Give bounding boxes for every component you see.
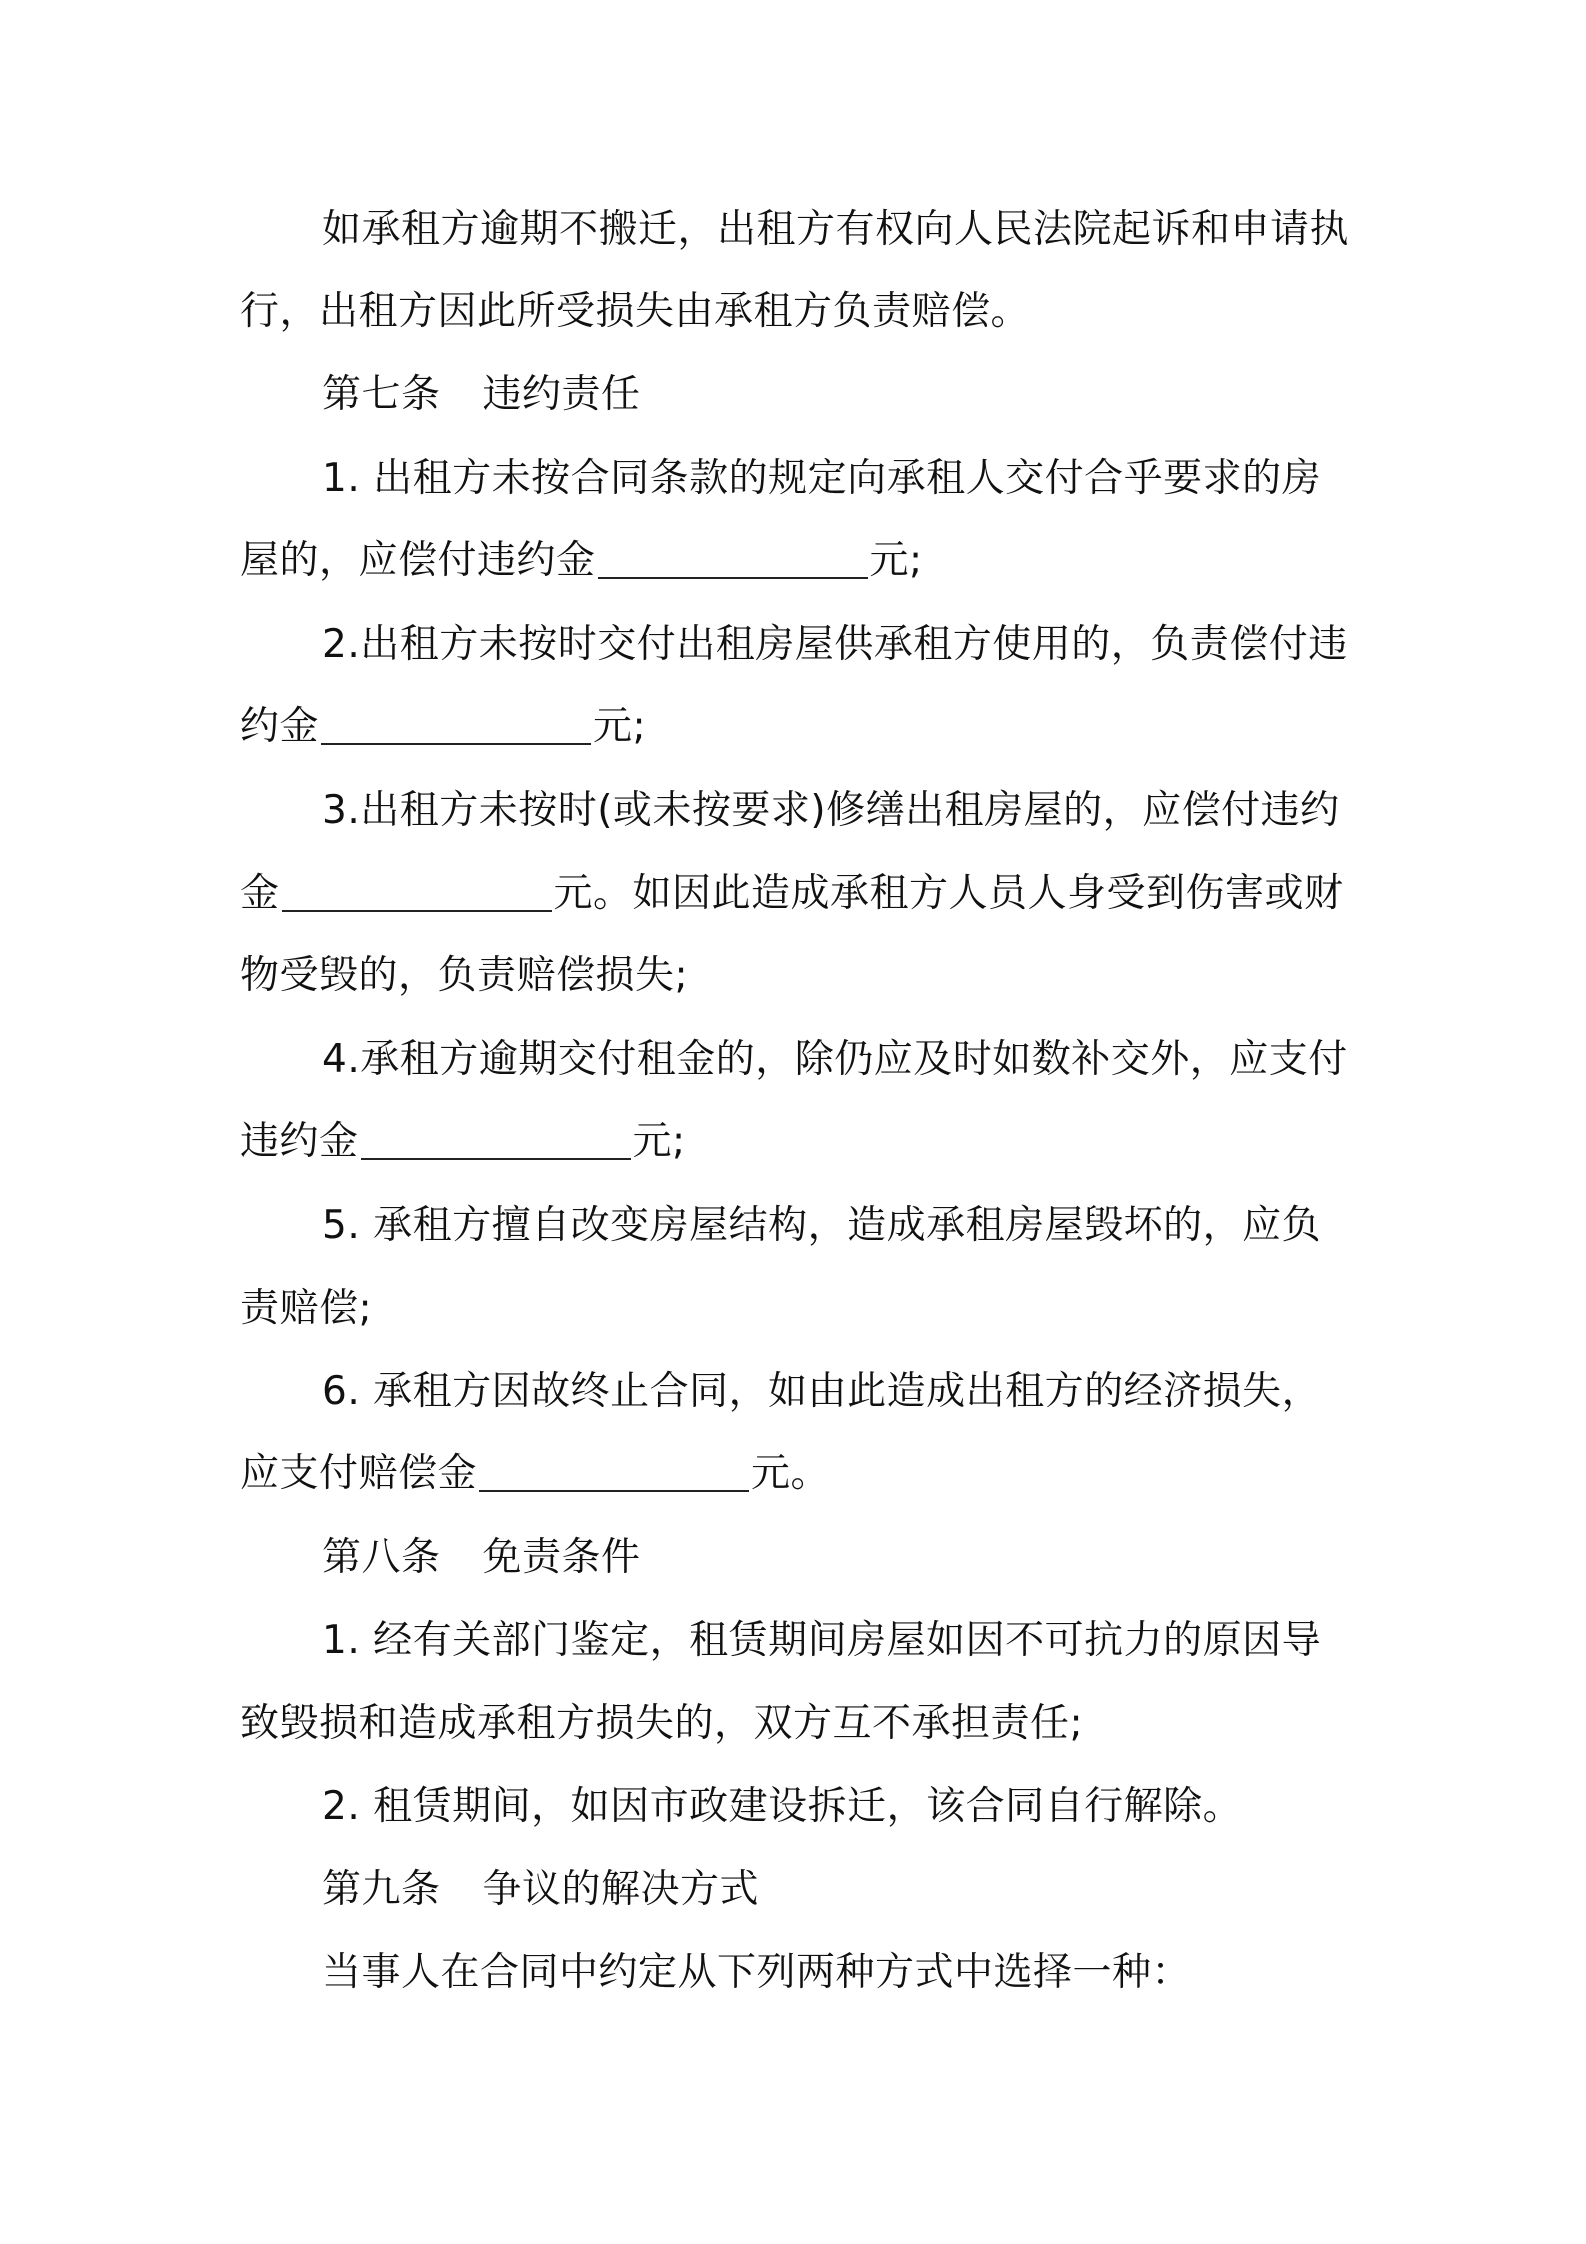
article-title: 争议的解决方式 [482,1867,760,1912]
paragraph-line: 1. 出租方未按合同条款的规定向承租人交付合乎要求的房 [322,456,1322,501]
paragraph-line [240,533,1350,589]
article-heading-7 [322,367,1432,423]
fill-in-blank [598,539,868,579]
paragraph-line [240,1446,1350,1502]
paragraph-line: 致毁损和造成承租方损失的，双方互不承担责任; [240,1701,1084,1746]
line-text: 元; [869,538,923,583]
paragraph-line: 2. 租赁期间，如因市政建设拆迁，该合同自行解除。 [322,1784,1243,1829]
paragraph-line [240,1114,1350,1170]
line-text: 应支付赔偿金 [240,1451,478,1496]
paragraph-line: 5. 承租方擅自改变房屋结构，造成承租房屋毁坏的，应负 [322,1203,1322,1248]
paragraph-line [240,866,1350,922]
paragraph-line: 当事人在合同中约定从下列两种方式中选择一种： [322,1950,1192,1995]
paragraph-line [240,699,1350,755]
article-number: 第八条 [322,1535,441,1580]
line-text: 元。 [751,1451,831,1496]
line-text: 违约金 [240,1119,359,1164]
line-text: 元; [593,704,647,749]
article-number: 第七条 [322,372,441,417]
paragraph-line: 2.出租方未按时交付出租房屋供承租方使用的，负责偿付违 [322,622,1348,667]
paragraph-line: 物受毁的，负责赔偿损失; [240,953,689,998]
line-text: 屋的，应偿付违约金 [240,538,596,583]
article-heading-9 [322,1862,1432,1918]
fill-in-blank [321,705,591,745]
article-heading-8 [322,1530,1432,1586]
fill-in-blank [479,1452,749,1492]
paragraph-line: 6. 承租方因故终止合同，如由此造成出租方的经济损失， [322,1369,1322,1414]
fill-in-blank [361,1120,631,1160]
line-text: 约金 [240,704,320,749]
article-number: 第九条 [322,1867,441,1912]
line-text: 金 [240,871,280,916]
article-title: 违约责任 [482,372,641,417]
line-text: 元。如因此造成承租方人员人身受到伤害或财 [553,871,1344,916]
paragraph-line: 责赔偿; [240,1286,373,1331]
article-title: 免责条件 [482,1535,641,1580]
line-text: 元; [632,1119,686,1164]
paragraph-line: 如承租方逾期不搬迁，出租方有权向人民法院起诉和申请执 [322,207,1350,252]
paragraph-line: 3.出租方未按时(或未按要求)修缮出租房屋的，应偿付违约 [322,788,1340,833]
fill-in-blank [282,872,552,912]
paragraph-line: 4.承租方逾期交付租金的，除仍应及时如数补交外，应支付 [322,1037,1348,1082]
paragraph-line: 1. 经有关部门鉴定，租赁期间房屋如因不可抗力的原因导 [322,1618,1322,1663]
paragraph-line: 行，出租方因此所受损失由承租方负责赔偿。 [240,289,1031,334]
